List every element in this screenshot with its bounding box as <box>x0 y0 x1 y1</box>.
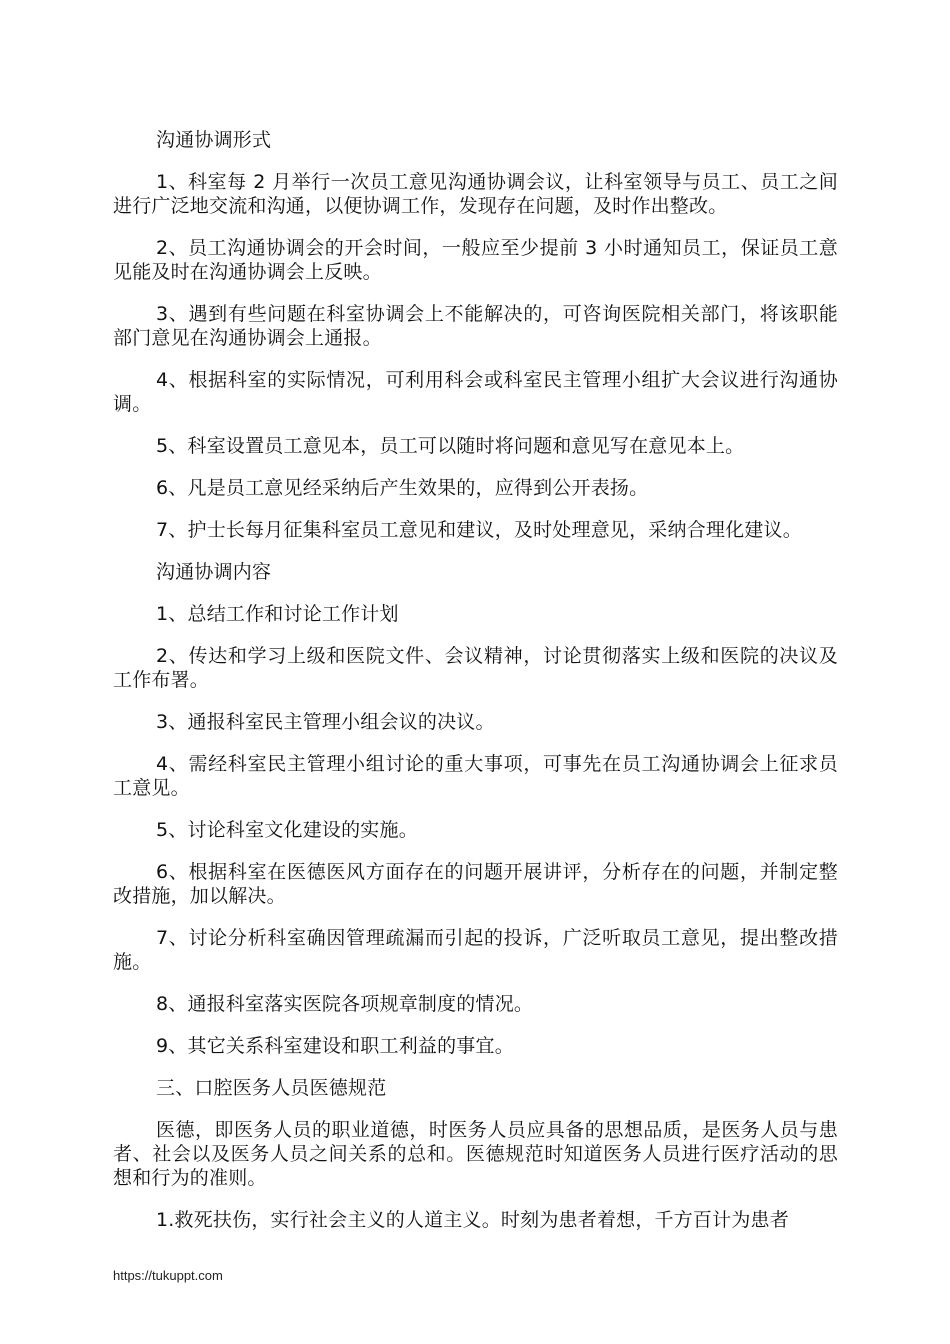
paragraph: 沟通协调形式 <box>156 129 272 151</box>
paragraph: 医德，即医务人员的职业道德，时医务人员应具备的思想品质，是医务人员与患者、社会以及医务人员之间关系的总和。医德规范时知道医务人员进行医疗活动的思想和行为的准则。 <box>113 1119 838 1189</box>
paragraph: 4、需经科室民主管理小组讨论的重大事项，可事先在员工沟通协调会上征求员工意见。 <box>113 753 838 799</box>
paragraph: 3、通报科室民主管理小组会议的决议。 <box>156 711 495 733</box>
paragraph: 4、根据科室的实际情况，可利用科会或科室民主管理小组扩大会议进行沟通协调。 <box>113 369 838 415</box>
paragraph: 三、口腔医务人员医德规范 <box>156 1077 387 1099</box>
paragraph: 9、其它关系科室建设和职工利益的事宜。 <box>156 1035 514 1057</box>
document-body <box>113 128 838 1232</box>
paragraph: 1、总结工作和讨论工作计划 <box>156 603 399 625</box>
paragraph: 沟通协调内容 <box>156 561 272 583</box>
paragraph: 2、员工沟通协调会的开会时间，一般应至少提前 3 小时通知员工，保证员工意见能及时在沟通协调会上反映。 <box>113 237 838 283</box>
paragraph: 5、讨论科室文化建设的实施。 <box>156 819 418 841</box>
paragraph: 1、科室每 2 月举行一次员工意见沟通协调会议，让科室领导与员工、员工之间进行广泛地交流和沟通，以便协调工作，发现存在问题，及时作出整改。 <box>113 171 838 217</box>
paragraph: 7、讨论分析科室确因管理疏漏而引起的投诉，广泛听取员工意见，提出整改措施。 <box>113 927 838 973</box>
paragraph: 2、传达和学习上级和医院文件、会议精神，讨论贯彻落实上级和医院的决议及工作布署。 <box>113 645 838 691</box>
paragraph: 1.救死扶伤，实行社会主义的人道主义。时刻为患者着想，千方百计为患者 <box>156 1209 789 1231</box>
paragraph: 6、凡是员工意见经采纳后产生效果的，应得到公开表扬。 <box>156 477 649 499</box>
paragraph: 7、护士长每月征集科室员工意见和建议，及时处理意见，采纳合理化建议。 <box>156 519 802 541</box>
paragraph: 5、科室设置员工意见本，员工可以随时将问题和意见写在意见本上。 <box>156 435 745 457</box>
paragraph: 3、遇到有些问题在科室协调会上不能解决的，可咨询医院相关部门，将该职能部门意见在沟通协调会上通报。 <box>113 303 838 349</box>
paragraph: 8、通报科室落实医院各项规章制度的情况。 <box>156 993 534 1015</box>
footer-url[interactable]: https://tukuppt.com <box>113 1268 223 1283</box>
paragraph: 6、根据科室在医德医风方面存在的问题开展讲评，分析存在的问题，并制定整改措施，加以解决。 <box>113 861 838 907</box>
